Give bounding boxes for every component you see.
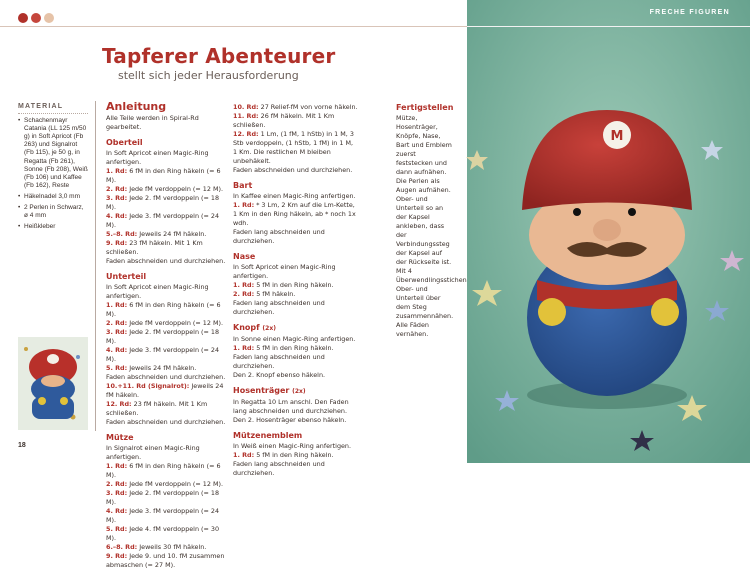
material-box xyxy=(18,103,88,234)
muetze-intro: In Signalrot einen Magic-Ring anfertigen. xyxy=(106,444,200,461)
back-view-photo xyxy=(18,337,88,430)
hosentraeger-text-1: In Regatta 10 Lm anschl. Den Faden lang abschneiden und durchziehen. xyxy=(233,398,349,415)
instructions-column-1 xyxy=(106,100,227,570)
nase-intro: In Soft Apricot einen Magic-Ring anfertigen. xyxy=(233,263,336,280)
decorative-dots xyxy=(18,13,54,23)
instruction-row: 1. Rd: 5 fM in den Ring häkeln. xyxy=(233,344,334,352)
instruction-row: 9. Rd: Jede 9. und 10. fM zusammen abmaschen (= 27 M). xyxy=(106,552,225,569)
instruction-row: 10. Rd: 27 Relief-fM von vorne häkeln. xyxy=(233,103,358,111)
instruction-row: 4. Rd: Jede 3. fM verdoppeln (= 24 M). xyxy=(106,212,220,229)
back-view-illustration xyxy=(18,337,88,430)
amigurumi-photo xyxy=(467,0,750,463)
muetzenemblem-outro: Faden lang abschneiden und durchziehen. xyxy=(233,460,325,477)
instructions-column-3 xyxy=(396,103,467,339)
instruction-row: 11. Rd: 26 fM häkeln. Mit 1 Km schließen. xyxy=(233,112,335,129)
instruction-row: 6.–8. Rd: Jeweils 30 fM häkeln. xyxy=(106,543,207,551)
page-subtitle: stellt sich jeder Herausforderung xyxy=(118,69,299,82)
right-top-rule xyxy=(467,26,750,27)
unterteil-intro: In Soft Apricot einen Magic-Ring anfertigen. xyxy=(106,283,209,300)
page-number: 18 xyxy=(18,442,26,449)
unterteil-outro: Faden abschneiden und durchziehen. xyxy=(106,418,226,426)
instruction-row: 3. Rd: Jede 2. fM verdoppeln (= 18 M). xyxy=(106,194,220,211)
instruction-row: 12. Rd: 23 fM häkeln. Mit 1 Km schließen. xyxy=(106,400,208,417)
instruction-row: 3. Rd: Jede 2. fM verdoppeln (= 18 M). xyxy=(106,328,220,345)
knopf-outro-1: Faden lang abschneiden und durchziehen. xyxy=(233,353,325,370)
column-divider xyxy=(95,101,96,431)
instruction-row: 5. Rd: Jeweils 24 fM häkeln. xyxy=(106,364,197,372)
material-list xyxy=(18,117,88,231)
material-heading: MATERIAL xyxy=(18,103,88,114)
section-label: FRECHE FIGUREN xyxy=(649,9,730,16)
instruction-row: 2. Rd: Jede fM verdoppeln (= 12 M). xyxy=(106,319,223,327)
instructions-intro: Alle Teile werden in Spiral-Rd gearbeitet. xyxy=(106,114,199,131)
muetzenemblem-heading: Mützenemblem xyxy=(233,431,303,440)
oberteil-outro: Faden abschneiden und durchziehen. xyxy=(106,257,226,265)
instruction-row: 5. Rd: Jede 4. fM verdoppeln (= 30 M). xyxy=(106,525,220,542)
bart-heading: Bart xyxy=(233,181,253,190)
knopf-outro-2: Den 2. Knopf ebenso häkeln. xyxy=(233,371,326,379)
nase-outro: Faden lang abschneiden und durchziehen. xyxy=(233,299,325,316)
hosentraeger-text-2: Den 2. Hosenträger ebenso häkeln. xyxy=(233,416,347,424)
hosentraeger-heading: Hosenträger (2x) xyxy=(233,386,306,395)
dot-3 xyxy=(44,13,54,23)
unterteil-mid: Faden abschneiden und durchziehen. xyxy=(106,373,226,381)
instruction-row: 1. Rd: 6 fM in den Ring häkeln (= 6 M). xyxy=(106,167,221,184)
fertigstellen-text: Mütze, Hosenträger, Knöpfe, Nase, Bart und Emblem zuerst feststecken und dann aufnähen. Die Perlen als Augen aufnähen. Ober- und Unterteil so an der Kapsel ankleben, dass der Verbindungssteg der Kapsel auf der Rückseite ist. Mit 4 Überwendlingsstichen Ober- und Unterteil über dem Steg zusammennähen. Alle Fäden vernähen. xyxy=(396,114,467,338)
knopf-intro: In Sonne einen Magic-Ring anfertigen. xyxy=(233,335,356,343)
instruction-row: 10.+11. Rd (Signalrot): Jeweils 24 fM häkeln. xyxy=(106,382,224,399)
instruction-row: 3. Rd: Jede 2. fM verdoppeln (= 18 M). xyxy=(106,489,220,506)
dot-2 xyxy=(31,13,41,23)
material-item: • Häkelnadel 3,0 mm xyxy=(18,193,88,201)
instruction-row: 4. Rd: Jede 3. fM verdoppeln (= 24 M). xyxy=(106,507,220,524)
muetze-heading: Mütze xyxy=(106,433,134,442)
fertigstellen-heading: Fertigstellen xyxy=(396,103,454,112)
instruction-row: 1. Rd: 5 fM in den Ring häkeln. xyxy=(233,451,334,459)
instruction-row: 2. Rd: 5 fM häkeln. xyxy=(233,290,296,298)
instruction-row: 1. Rd: 6 fM in den Ring häkeln (= 6 M). xyxy=(106,301,221,318)
material-item: • Heißkleber xyxy=(18,223,88,231)
dot-1 xyxy=(18,13,28,23)
instruction-row: 5.–8. Rd: Jeweils 24 fM häkeln. xyxy=(106,230,207,238)
instructions-heading: Anleitung xyxy=(106,100,167,113)
material-item: • Schachenmayr Catania (LL 125 m/50 g) in Soft Apricot (Fb 263) und Signalrot (Fb 115), je 50 g, in Regatta (Fb 261), Sonne (Fb 208), Weiß (Fb 106) und Kaffee (Fb 162), Reste xyxy=(18,117,88,190)
svg-text:M: M xyxy=(610,129,624,144)
instruction-row: 4. Rd: Jede 3. fM verdoppeln (= 24 M). xyxy=(106,346,220,363)
knopf-heading: Knopf (2x) xyxy=(233,323,276,332)
muetze-outro: Faden abschneiden und durchziehen. xyxy=(233,166,353,174)
instruction-row: 12. Rd: 1 Lm, (1 fM, 1 hStb) in 1 M, 3 Stb verdoppeln, (1 hStb, 1 fM) in 1 M, 1 Km. Die restlichen M bleiben unbehäkelt. xyxy=(233,130,354,165)
oberteil-intro: In Soft Apricot einen Magic-Ring anfertigen. xyxy=(106,149,209,166)
nase-heading: Nase xyxy=(233,252,256,261)
instruction-row: 1. Rd: * 3 Lm, 2 Km auf die Lm-Kette, 1 Km in den Ring häkeln, ab * noch 1x wdh. xyxy=(233,201,356,227)
right-page-photo xyxy=(467,0,750,463)
bart-intro: In Kaffee einen Magic-Ring anfertigen. xyxy=(233,192,356,200)
top-rule xyxy=(0,26,467,27)
page-title: Tapferer Abenteurer xyxy=(102,44,336,68)
instructions-column-2 xyxy=(233,103,358,478)
material-item: • 2 Perlen in Schwarz, ø 4 mm xyxy=(18,204,88,220)
instruction-row: 2. Rd: Jede fM verdoppeln (= 12 M). xyxy=(106,480,223,488)
instruction-row: 2. Rd: Jede fM verdoppeln (= 12 M). xyxy=(106,185,223,193)
instruction-row: 1. Rd: 6 fM in den Ring häkeln (= 6 M). xyxy=(106,462,221,479)
unterteil-heading: Unterteil xyxy=(106,272,147,281)
oberteil-heading: Oberteil xyxy=(106,138,143,147)
muetzenemblem-intro: In Weiß einen Magic-Ring anfertigen. xyxy=(233,442,352,450)
bart-outro: Faden lang abschneiden und durchziehen. xyxy=(233,228,325,245)
instruction-row: 9. Rd: 23 fM häkeln. Mit 1 Km schließen. xyxy=(106,239,203,256)
instruction-row: 1. Rd: 5 fM in den Ring häkeln. xyxy=(233,281,334,289)
